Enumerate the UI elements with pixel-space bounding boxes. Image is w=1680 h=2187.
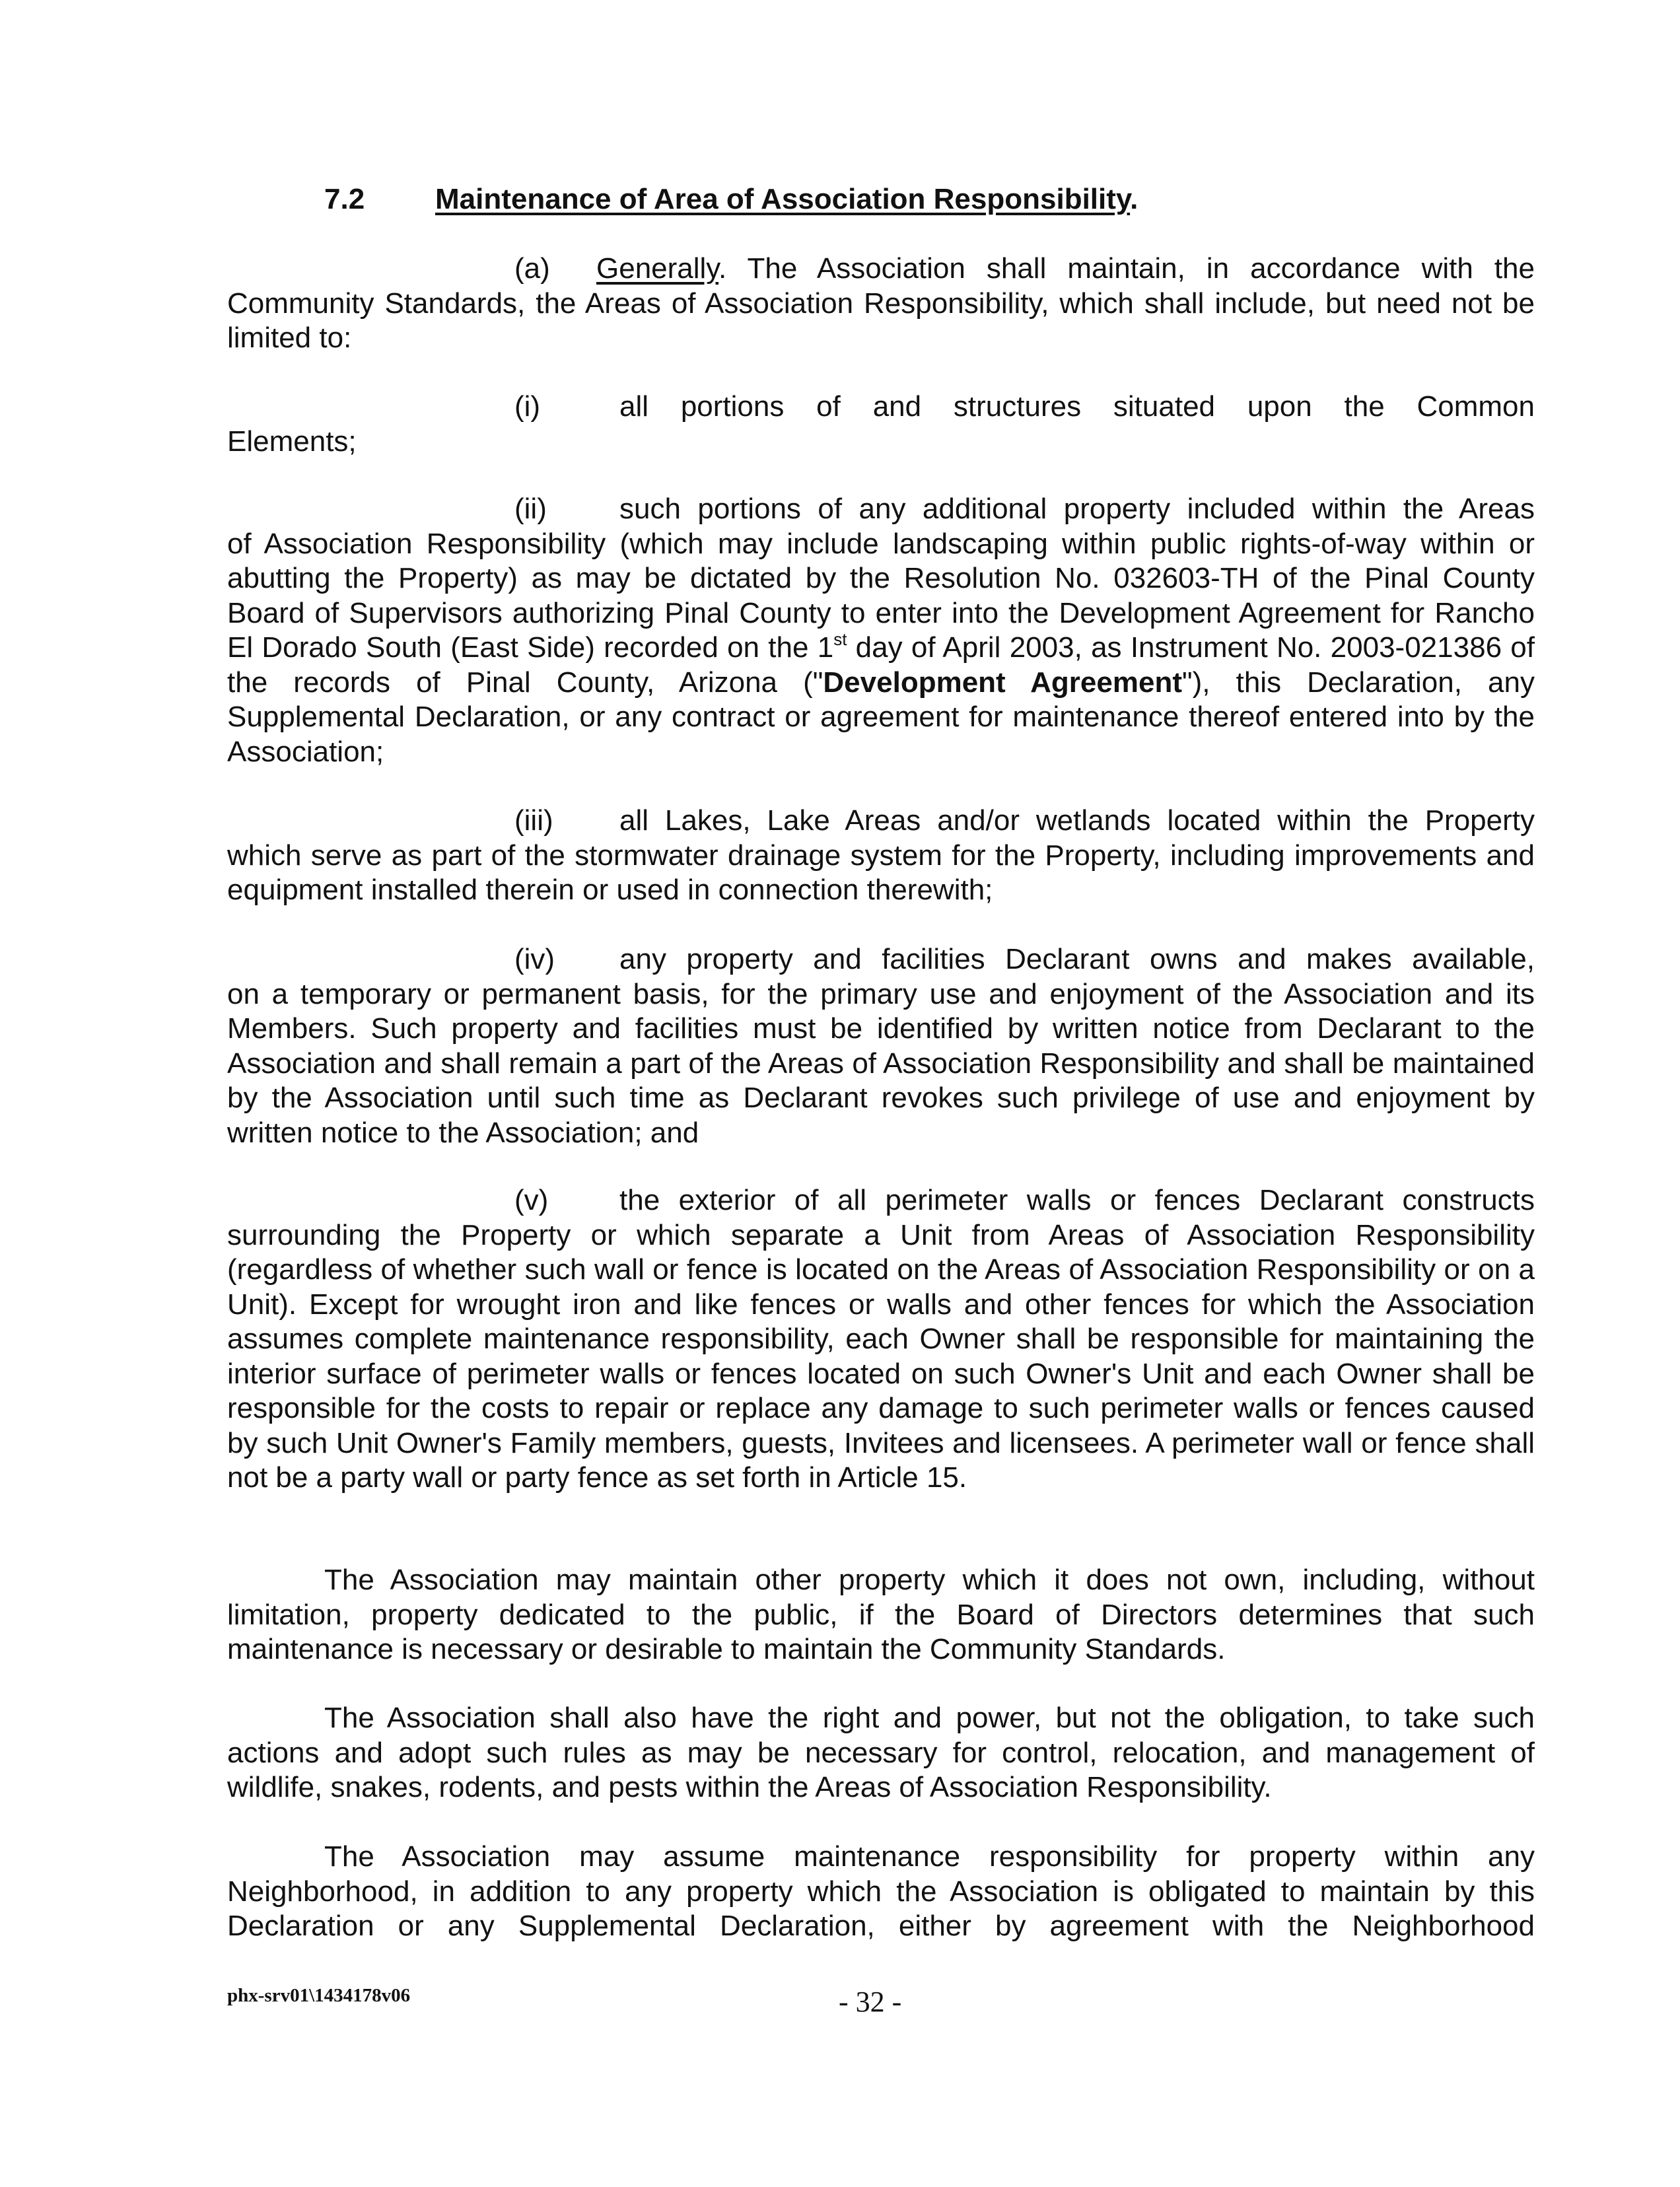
item-iii-label: (iii) [514,804,553,837]
item-v [227,1183,1535,1496]
item-ii-text-c: "), this Declaration, any Supplemental Declaration, or any contract or agreement for maintenance thereof entered into by the Association; [227,666,1535,768]
item-iii-body: which serve as part of the stormwater drainage system for the Property, including improvements and equipment installed therein or used in connection therewith; [227,839,1535,906]
item-i-line2: Elements; [227,425,357,458]
item-iv-line1: any property and facilities Declarant owns and makes available, [619,943,1535,975]
section-title-period: . [1130,183,1138,215]
item-ii-text-a: of Association Responsibility (which may include landscaping within public rights-of-way within or abutting the Property) as may be dictated by the Resolution No. 032603-TH of the Pinal County Board of Supervisors authorizing Pinal County to enter into the Development Agreement for Rancho El Dorado South (East Side) recorded on the 1 [227,527,1535,664]
section-number: 7.2 [324,183,365,215]
item-ii-label: (ii) [514,493,547,525]
item-ii-text-b: day of April 2003, as Instrument No. 2003-021386 of the records of Pinal County, Arizona (" [227,631,1535,699]
item-ii-line1: such portions of any additional property included within the Areas [619,493,1535,525]
section-heading [324,182,1138,217]
paragraph-neighborhood: The Association may assume maintenance responsibility for property within any Neighborhood, in addition to any property which the Association is obligated to maintain by this Declaration or any Supplemental Declaration, either by agreement with the Neighborhood [227,1840,1535,1942]
item-iv-first-line [227,942,1535,977]
item-ii-ordinal-sup: st [833,629,847,649]
paragraph-a-line1-rest: . The Association shall maintain, in accordance with the [718,252,1535,285]
paragraph-wildlife: The Association shall also have the right and power, but not the obligation, to take such actions and adopt such rules as may be necessary for control, relocation, and management of wildlife, snakes, rodents, and pests within the Areas of Association Responsibility. [227,1702,1535,1803]
item-v-body: surrounding the Property or which separate a Unit from Areas of Association Responsibility (regardless of whether such wall or fence is located on the Areas of Association Responsibility or on a Unit). Except for wrought iron and like fences or walls and other fences for which the Association assumes complete maintenance responsibility, each Owner shall be responsible for maintaining the interior surface of perimeter walls or fences located on such Owner's Unit and each Owner shall be responsible for the costs to repair or replace any damage to such perimeter walls or fences caused by such Unit Owner's Family members, guests, Invitees and licensees. A perimeter wall or fence shall not be a party wall or party fence as set forth in Article 15. [227,1218,1535,1494]
item-iv-body: on a temporary or permanent basis, for the primary use and enjoyment of the Association and its Members. Such property and facilities must be identified by written notice from Declarant to the Association and shall remain a part of the Areas of Association Responsibility and shall be maintained by the Association until such time as Declarant revokes such privilege of use and enjoyment by written notice to the Association; and [227,977,1535,1149]
paragraph-a-title: Generally [596,252,719,285]
paragraph-a-first-line [227,252,1535,287]
paragraph-other-property: The Association may maintain other property which it does not own, including, without limitation, property dedicated to the public, if the Board of Directors determines that such maintenance is necessary or desirable to maintain the Community Standards. [227,1564,1535,1665]
footer-document-id: phx-srv01\1434178v06 [227,1985,411,2006]
item-ii [227,492,1535,769]
item-iii-line1: all Lakes, Lake Areas and/or wetlands located within the Property [619,804,1535,837]
item-v-line1: the exterior of all perimeter walls or fences Declarant constructs [619,1184,1535,1216]
paragraph-a-label: (a) [514,252,550,285]
paragraph-a-body: Community Standards, the Areas of Association Responsibility, which shall include, but need not be limited to: [227,287,1535,354]
item-v-first-line [227,1183,1535,1218]
item-i-first-line [227,390,1535,425]
item-i [227,390,1535,459]
paragraph-a [227,252,1535,356]
item-ii-defined-term: Development Agreement [823,666,1182,699]
item-v-label: (v) [514,1184,549,1216]
item-i-label: (i) [514,390,541,423]
item-ii-first-line [227,492,1535,527]
item-iii [227,804,1535,908]
item-i-line1: all portions of and structures situated upon the Common [619,390,1535,423]
section-title: Maintenance of Area of Association Responsibility [435,183,1131,215]
footer-page-number: - 32 - [839,1986,902,2018]
item-iv [227,942,1535,1150]
item-iii-first-line [227,804,1535,839]
item-iv-label: (iv) [514,943,555,975]
